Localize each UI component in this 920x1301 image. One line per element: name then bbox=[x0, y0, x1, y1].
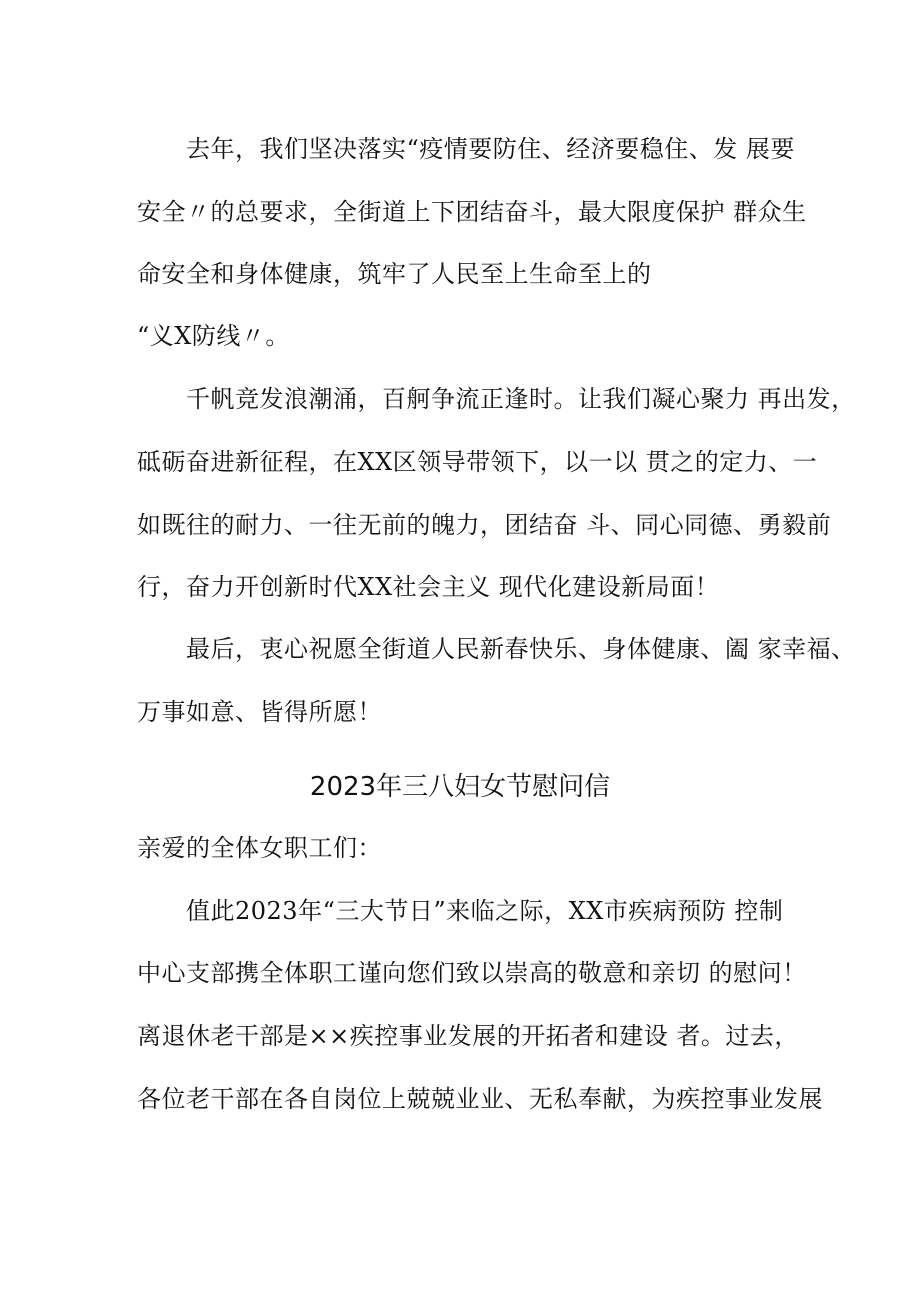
paragraph-3-line-2: 万事如意、皆得所愿！ bbox=[137, 698, 382, 726]
paragraph-2-line-2: 砥砺奋进新征程，在XX区领导带领下，以一以 贯之的定力、一 bbox=[137, 448, 818, 476]
paragraph-1-line-4: “义X防线〃。 bbox=[137, 322, 290, 350]
paragraph-2-line-4: 行，奋力开创新时代XX社会主义 现代化建设新局面！ bbox=[137, 573, 720, 601]
paragraph-2-line-1: 千帆竞发浪潮涌，百舸争流正逢时。让我们凝心聚力 再出发， bbox=[186, 385, 856, 413]
paragraph-4-line-2: 中心支部携全体职工谨向您们致以崇高的敬意和亲切 的慰问！ bbox=[137, 959, 807, 987]
paragraph-4-line-4: 各位老干部在各自岗位上兢兢业业、无私奉献，为疾控事业发展 bbox=[137, 1085, 823, 1113]
paragraph-1-line-2: 安全〃的总要求，全街道上下团结奋斗，最大限度保护 群众生 bbox=[137, 198, 807, 226]
paragraph-1-line-3: 命安全和身体健康，筑牢了人民至上生命至上的 bbox=[137, 260, 652, 288]
paragraph-2-line-3: 如既往的耐力、一往无前的魄力，团结奋 斗、同心同德、勇毅前 bbox=[137, 511, 832, 539]
salutation: 亲爱的全体女职工们： bbox=[137, 834, 382, 862]
paragraph-4-line-1: 值此2023年“三大节日”来临之际，XX市疾病预防 控制 bbox=[186, 897, 784, 925]
letter-title: 2023年三八妇女节慰问信 bbox=[309, 772, 611, 802]
paragraph-1-line-1: 去年，我们坚决落实“疫情要防住、经济要稳住、发 展要 bbox=[186, 135, 795, 163]
paragraph-3-line-1: 最后，衷心祝愿全街道人民新春快乐、身体健康、阖 家幸福、 bbox=[186, 635, 856, 663]
paragraph-4-line-3: 离退休老干部是××疾控事业发展的开拓者和建设 者。过去， bbox=[137, 1022, 799, 1050]
